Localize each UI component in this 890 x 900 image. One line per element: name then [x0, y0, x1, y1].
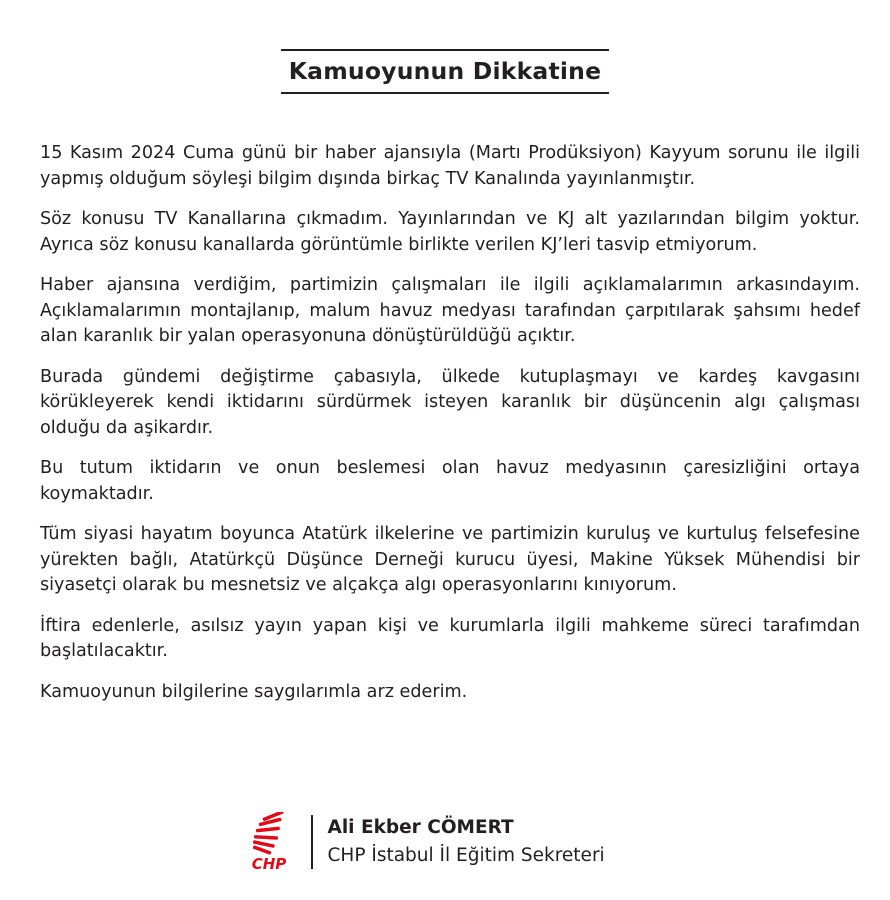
statement-body: [40, 141, 860, 720]
paragraph: Söz konusu TV Kanallarına çıkmadım. Yayınlarından ve KJ alt yazılarından bilgim yoktur. Ayrıca söz konusu kanallarda görüntümle birlikte verilen KJ’leri tasvip etmiyorum.: [40, 209, 860, 255]
chp-logo-icon: [245, 812, 293, 872]
signature-block: [245, 812, 605, 872]
page-title: Kamuoyunun Dikkatine: [288, 57, 602, 85]
signature-text: [328, 814, 605, 870]
logo-text: CHP: [251, 855, 287, 872]
paragraph: 15 Kasım 2024 Cuma günü bir haber ajansıyla (Martı Prodüksiyon) Kayyum sorunu ile ilgili yapmış olduğum söyleşi bilgim dışında birkaç TV Kanalında yayınlanmıştır.: [40, 143, 860, 189]
paragraph: İftira edenlerle, asılsız yayın yapan kişi ve kurumlarla ilgili mahkeme süreci tarafımdan başlatılacaktır.: [40, 615, 860, 661]
paragraph: Tüm siyasi hayatım boyunca Atatürk ilkelerine ve partimizin kuruluş ve kurtuluş felsefesine yürekten bağlı, Atatürkçü Düşünce Derneği kurucu üyesi, Makine Yüksek Mühendisi bir siyasetçi olarak bu mesnetsiz ve alçakça algı operasyonlarını kınıyorum.: [40, 524, 860, 595]
divider: [311, 815, 313, 869]
signer-name: Ali Ekber CÖMERT: [327, 817, 514, 838]
paragraph: Bu tutum iktidarın ve onun beslemesi olan havuz medyasının çaresizliğini ortaya koymaktadır.: [40, 458, 860, 504]
paragraph: Burada gündemi değiştirme çabasıyla, ülkede kutuplaşmayı ve kardeş kavgasını körükleyerek kendi iktidarını sürdürmek isteyen karanlık bir düşüncenin algı çalışması olduğu da aşikardır.: [40, 366, 860, 438]
title-block: [281, 49, 609, 94]
paragraph: Kamuoyunun bilgilerine saygılarımla arz ederim.: [40, 681, 468, 702]
paragraph: Haber ajansına verdiğim, partimizin çalışmaları ile ilgili açıklamalarımın arkasındayım. Açıklamalarımın montajlanıp, malum havuz medyası tarafından çarpıtılarak şahsımı hedef alan karanlık bir yalan operasyonuna dönüştürüldüğü açıktır.: [40, 275, 860, 346]
signer-role: CHP İstabul İl Eğitim Sekreteri: [327, 845, 605, 866]
